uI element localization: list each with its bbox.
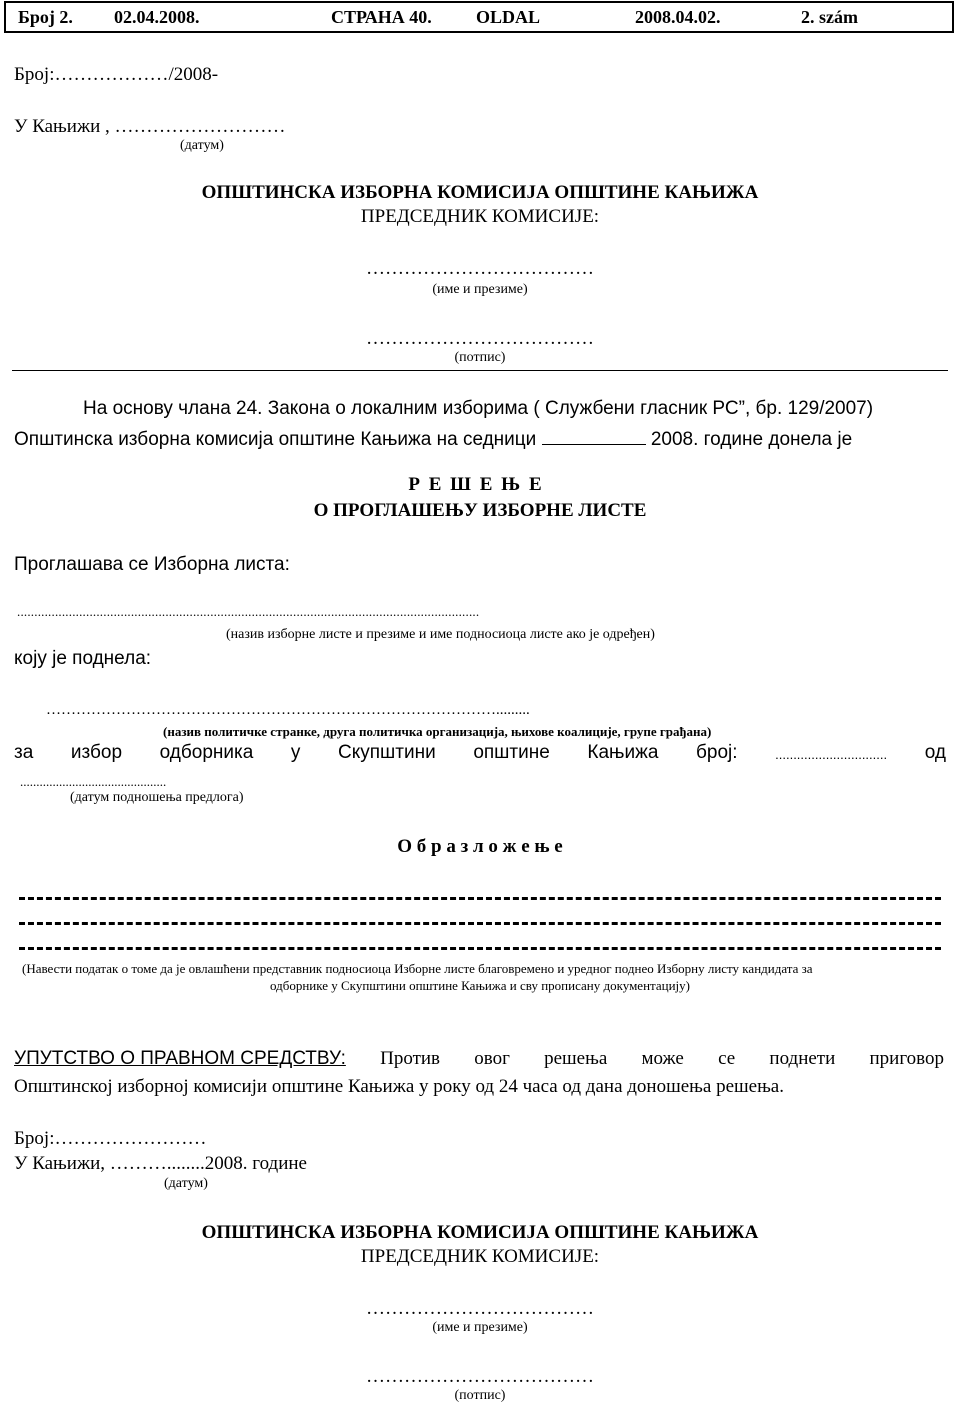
dashed-line — [19, 947, 941, 950]
election-word: одборника — [159, 742, 254, 763]
election-word: у — [290, 742, 301, 763]
reference-number: Број:………………/2008- — [14, 64, 219, 85]
bottom-signature-caption: (потпис) — [454, 1388, 506, 1403]
submission-date-dots: ............................................. — [20, 774, 167, 789]
bottom-commission-title: ОПШТИНСКА ИЗБОРНА КОМИСИЈА ОПШТИНЕ КАЊИЖА — [201, 1222, 759, 1243]
header-date-sr: 02.04.2008. — [114, 7, 200, 27]
proclaim-label: Проглашава се Изборна листа: — [14, 554, 290, 575]
remedy-word: Против — [380, 1048, 441, 1069]
list-name-dots: ...................................................................................................................................... — [17, 604, 480, 619]
bottom-date-caption: (датум) — [164, 1176, 208, 1191]
remedy-word: решења — [544, 1048, 608, 1069]
reasoning-note-line-2: одборнике у Скупштини општине Кањижа и сву прописану документацију) — [269, 978, 690, 993]
commission-president: ПРЕДСЕДНИК КОМИСИЈЕ: — [360, 206, 600, 227]
remedy-line-2: Општинској изборној комисији општине Кањижа у року од 24 часа од дана доношења решења. — [14, 1076, 784, 1097]
header-issue-hu: 2. szám — [801, 7, 858, 27]
preamble-line-1: На основу члана 24. Закона о локалним изборима ( Службени гласник РС”, бр. 129/2007) — [83, 398, 874, 419]
header-issue: Број 2. — [18, 7, 73, 27]
election-word: избор — [70, 742, 123, 763]
remedy-label: УПУТСТВО О ПРАВНОМ СРЕДСТВУ: — [14, 1048, 346, 1069]
bottom-name-dots: ……………………………… — [366, 1298, 594, 1319]
list-name-caption: (назив изборне листе и презиме и име подносиоца листе ако је одређен) — [226, 627, 655, 642]
preamble-line-2a: Општинска изборна комисија општине Кањижа на седници — [14, 429, 537, 450]
remedy-word: овог — [474, 1048, 510, 1069]
page-header — [4, 1, 954, 33]
decision-title: Р Е Ш Е Њ Е — [408, 474, 544, 495]
header-page-sr: СТРАНА 40. — [331, 7, 432, 27]
preamble-line-2b: 2008. године донела је — [650, 429, 853, 450]
decision-subtitle: О ПРОГЛАШЕЊУ ИЗБОРНЕ ЛИСТЕ — [313, 500, 647, 521]
header-page-hu: OLDAL — [476, 7, 541, 27]
bottom-place-date: У Кањижи, ………........2008. године — [14, 1153, 307, 1174]
remedy-line-1 — [14, 1048, 944, 1070]
election-word: Кањижа — [587, 742, 659, 763]
party-dots: ………………………………………………………………………………......... — [46, 702, 530, 718]
commission-title: ОПШТИНСКА ИЗБОРНА КОМИСИЈА ОПШТИНЕ КАЊИЖА — [201, 182, 759, 203]
name-caption: (име и презиме) — [432, 282, 528, 297]
bottom-commission-president: ПРЕДСЕДНИК КОМИСИЈЕ: — [360, 1246, 600, 1267]
number-dots: ............................... — [775, 747, 888, 762]
reasoning-note-line-1: (Навести податак о томе да је овлашћени представник подносиоца Изборне листе благовремено и уредног поднео Изборну листу кандидата за — [22, 961, 813, 976]
date-caption: (датум) — [180, 138, 224, 153]
election-word: општине — [473, 742, 550, 763]
election-word: Скупштини — [338, 742, 436, 763]
submitted-by-label: коју је поднела: — [14, 648, 152, 669]
election-word: за — [14, 742, 34, 763]
place-date: У Кањижи , ……………………… — [14, 116, 286, 137]
header-date-hu: 2008.04.02. — [635, 7, 721, 27]
submission-date-caption: (датум подношења предлога) — [70, 790, 244, 805]
election-word: од — [924, 742, 946, 763]
signature-caption: (потпис) — [454, 350, 506, 365]
bottom-reference-number: Број:…………………… — [14, 1128, 207, 1149]
party-caption: (назив политичке странке, друга политичка организација, њихове коалиције, групе грађана) — [163, 724, 712, 739]
signature-dots: ……………………………… — [366, 328, 594, 349]
bottom-name-caption: (име и презиме) — [432, 1320, 528, 1335]
election-line — [14, 742, 946, 764]
session-date-blank — [542, 426, 646, 445]
reasoning-title: О б р а з л о ж е њ е — [397, 836, 563, 857]
remedy-word: се — [718, 1048, 736, 1069]
bottom-signature-dots: ……………………………… — [366, 1366, 594, 1387]
divider-line — [12, 370, 948, 371]
election-word: број: — [696, 742, 738, 763]
preamble-line-2 — [14, 426, 852, 451]
dashed-line — [19, 922, 941, 925]
dashed-line — [19, 897, 941, 900]
remedy-word: приговор — [869, 1048, 944, 1069]
remedy-word: поднети — [769, 1048, 836, 1069]
remedy-word: може — [641, 1048, 684, 1069]
name-dots: ……………………………… — [366, 258, 594, 279]
